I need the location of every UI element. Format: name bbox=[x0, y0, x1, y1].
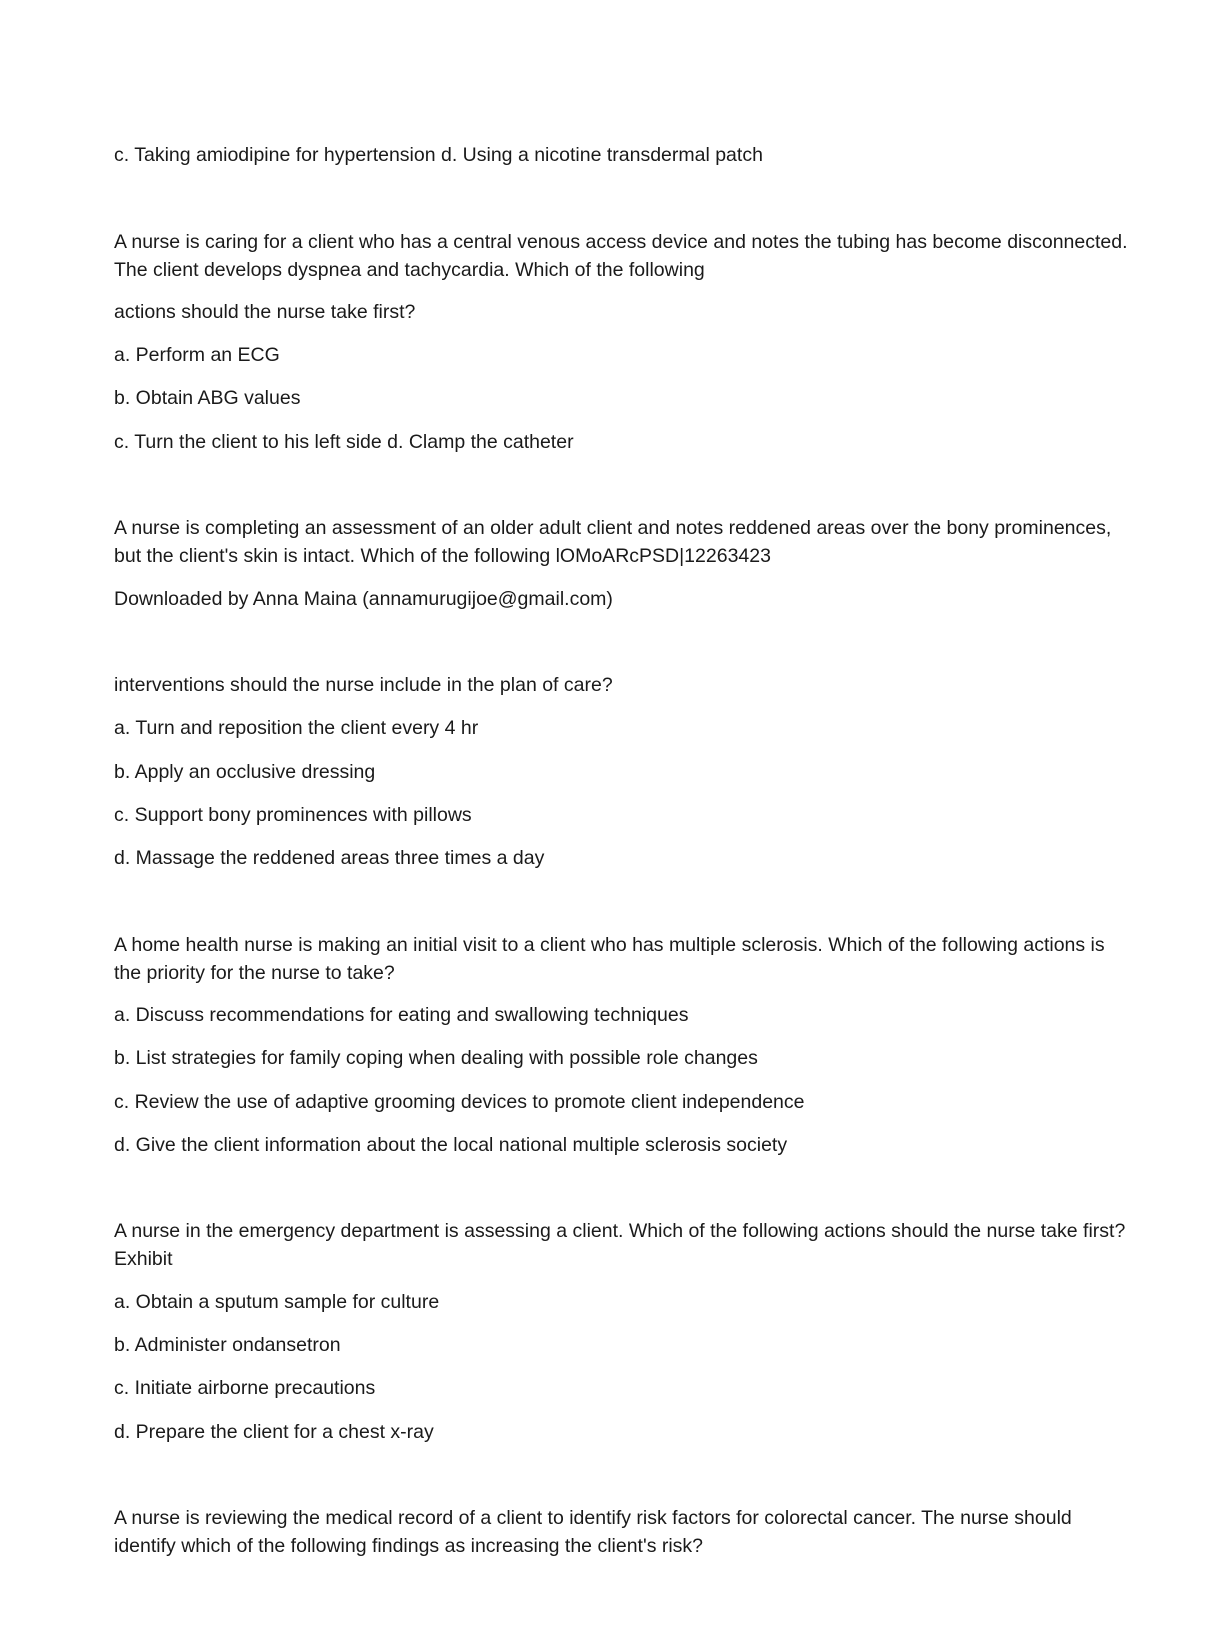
question-emergency-stem: A nurse in the emergency department is assessing a client. Which of the following actions should the nurse take first? Exhibit bbox=[114, 1220, 1126, 1270]
option-b: b. Apply an occlusive dressing bbox=[114, 761, 376, 783]
download-footer: Downloaded by Anna Maina (annamurugijoe@gmail.com) bbox=[114, 588, 613, 610]
question-colorectal-stem: A nurse is reviewing the medical record of a client to identify risk factors for colorectal cancer. The nurse should identify which of the following findings as increasing the client's risk? bbox=[114, 1507, 1072, 1557]
option-c: c. Initiate airborne precautions bbox=[114, 1377, 376, 1399]
answer-options-cd-previous: c. Taking amiodipine for hypertension d. Using a nicotine transdermal patch bbox=[114, 144, 763, 166]
option-c: c. Review the use of adaptive grooming devices to promote client independence bbox=[114, 1091, 805, 1113]
option-d: d. Prepare the client for a chest x-ray bbox=[114, 1421, 434, 1443]
option-c: c. Support bony prominences with pillows bbox=[114, 804, 472, 826]
option-a: a. Obtain a sputum sample for culture bbox=[114, 1291, 440, 1313]
option-b: b. List strategies for family coping when dealing with possible role changes bbox=[114, 1047, 758, 1069]
question-reddened-areas-stem-cont: interventions should the nurse include in the plan of care? bbox=[114, 674, 613, 696]
question-multiple-sclerosis-stem: A home health nurse is making an initial visit to a client who has multiple sclerosis. Which of the following actions is the priority for the nurse to take? bbox=[114, 934, 1105, 984]
option-a: a. Perform an ECG bbox=[114, 344, 280, 366]
option-d: d. Give the client information about the local national multiple sclerosis society bbox=[114, 1134, 788, 1156]
question-reddened-areas-stem: A nurse is completing an assessment of an older adult client and notes reddened areas over the bony prominences, but the client's skin is intact. Which of the following lOMoARcPSD|12263423 bbox=[114, 517, 1112, 567]
question-central-venous-stem: A nurse is caring for a client who has a central venous access device and notes the tubing has become disconnected. The client develops dyspnea and tachycardia. Which of the following bbox=[114, 231, 1128, 281]
option-a: a. Turn and reposition the client every 4 hr bbox=[114, 717, 479, 739]
question-central-venous-stem-cont: actions should the nurse take first? bbox=[114, 301, 416, 323]
option-a: a. Discuss recommendations for eating and swallowing techniques bbox=[114, 1004, 689, 1026]
option-d: d. Massage the reddened areas three times a day bbox=[114, 847, 545, 869]
option-b: b. Administer ondansetron bbox=[114, 1334, 341, 1356]
option-cd: c. Turn the client to his left side d. Clamp the catheter bbox=[114, 431, 574, 453]
option-b: b. Obtain ABG values bbox=[114, 387, 301, 409]
